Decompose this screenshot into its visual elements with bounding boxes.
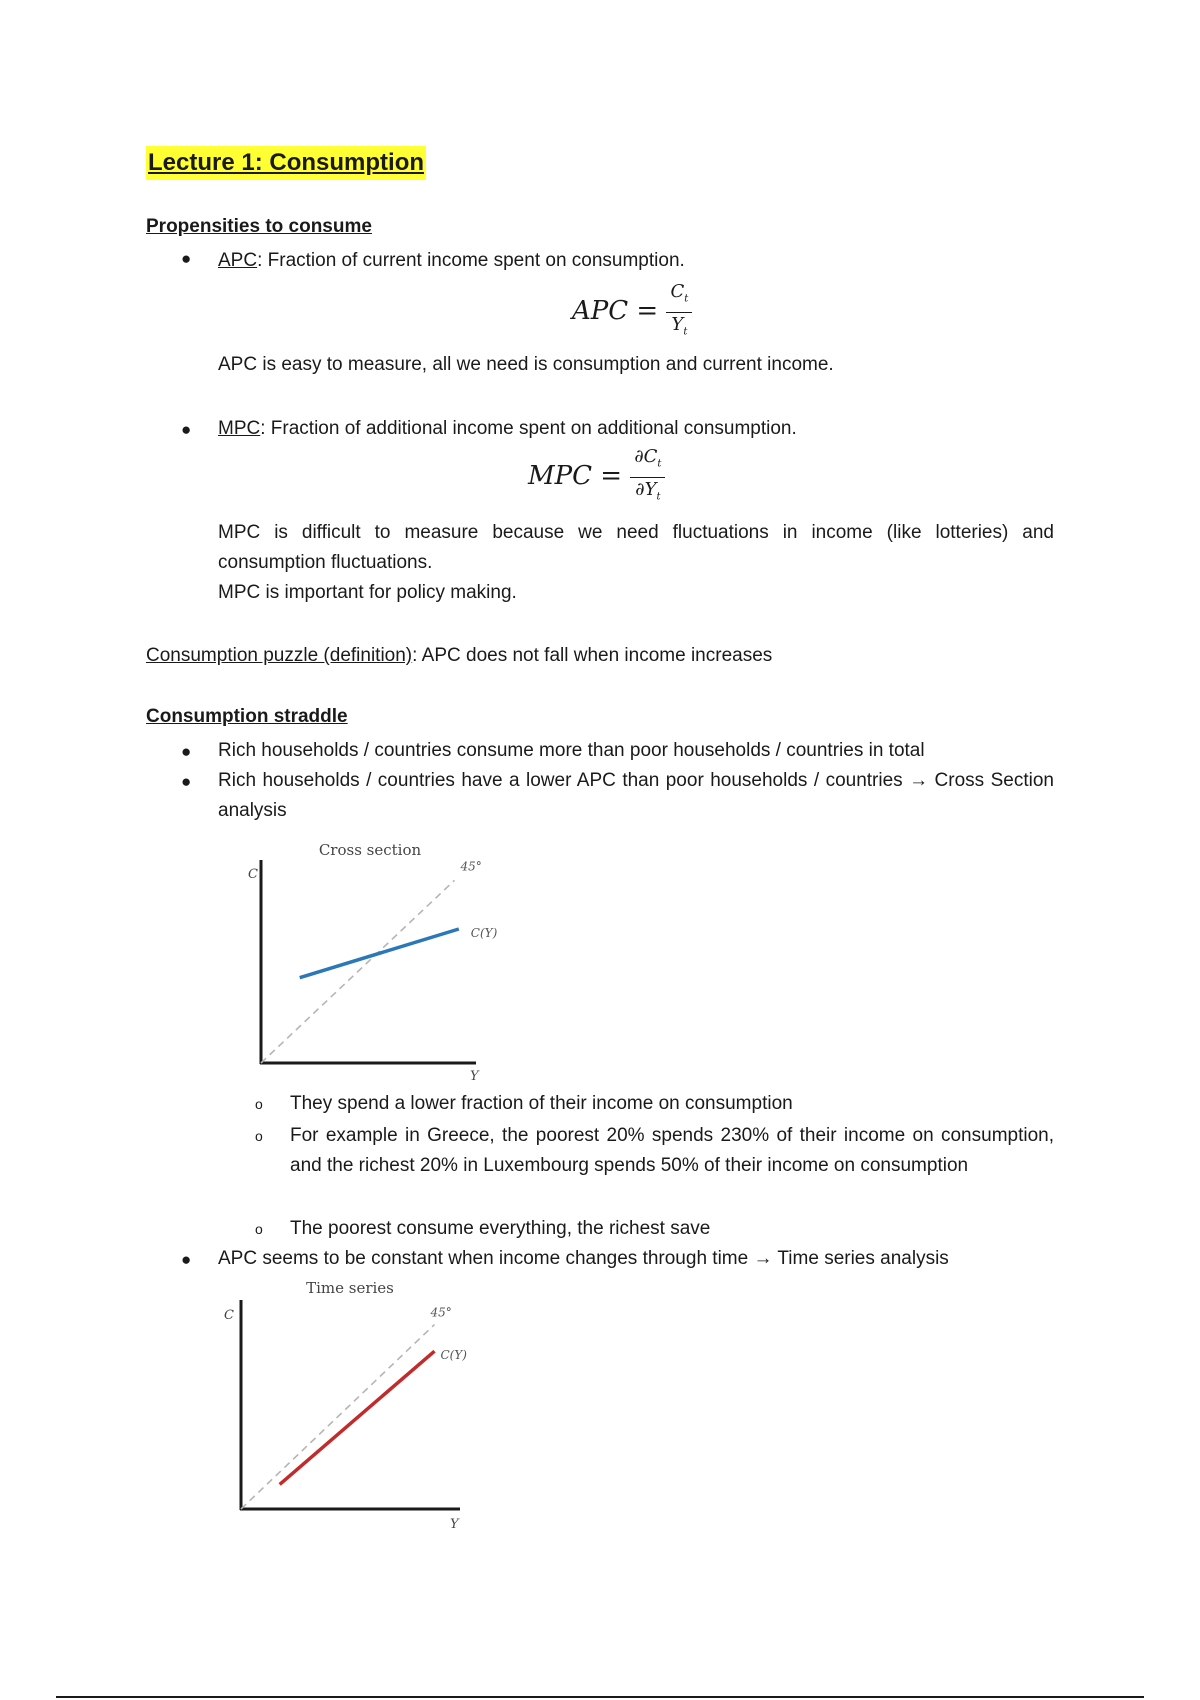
apc-definition-text: : Fraction of current income spent on consumption. <box>257 250 685 271</box>
straddle-bullet-3: APC seems to be constant when income changes through time → Time series analysis <box>218 1248 949 1269</box>
mpc-definition <box>218 414 797 444</box>
bullet-icon: ● <box>181 772 192 791</box>
bullet-icon: ● <box>181 742 192 761</box>
sub-bullet-icon: o <box>255 1096 263 1112</box>
x-axis-label: Y <box>450 1517 459 1532</box>
section-heading-straddle: Consumption straddle <box>146 706 348 727</box>
apc-denominator: Y <box>671 313 684 335</box>
chart-title: Cross section <box>318 841 422 859</box>
apc-den-subscript: t <box>683 326 688 338</box>
consumption-puzzle <box>146 641 772 671</box>
y-axis-label: C <box>224 1308 234 1323</box>
puzzle-term: Consumption puzzle (definition) <box>146 645 413 666</box>
section-heading-propensities: Propensities to consume <box>146 216 372 237</box>
mpc-formula <box>528 445 665 509</box>
apc-num-subscript: t <box>684 293 689 305</box>
series-label: 45° <box>460 859 482 874</box>
cross-section-chart <box>240 836 510 1086</box>
straddle-sub-1: They spend a lower fraction of their income on consumption <box>290 1093 793 1114</box>
y-axis-label: C <box>248 867 258 882</box>
reference-45-degree-line <box>261 880 455 1063</box>
apc-numerator: C <box>670 281 685 302</box>
mpc-num-subscript: t <box>657 458 662 470</box>
chart-title: Time series <box>306 1279 394 1297</box>
apc-note: APC is easy to measure, all we need is consumption and current income. <box>218 354 834 375</box>
straddle-sub-2: For example in Greece, the poorest 20% spends 230% of their income on consumption, and the richest 20% in Luxembourg spends 50% of their income on consumption <box>290 1125 1054 1176</box>
mpc-denominator: ∂Y <box>635 478 657 500</box>
page-bottom-rule <box>56 1696 1144 1698</box>
series-label: 45° <box>430 1305 452 1320</box>
series-label: C(Y) <box>470 926 498 940</box>
apc-fraction <box>666 280 692 344</box>
series-label: C(Y) <box>440 1348 467 1363</box>
apc-term: APC <box>218 250 258 271</box>
bullet-icon: ● <box>181 1250 192 1269</box>
consumption-function-line <box>300 929 459 978</box>
page-title: Lecture 1: Consumption <box>146 146 426 180</box>
mpc-definition-text: : Fraction of additional income spent on additional consumption. <box>260 418 797 439</box>
x-axis-label: Y <box>470 1069 479 1084</box>
apc-formula <box>572 280 692 344</box>
consumption-function-line <box>280 1351 435 1484</box>
puzzle-text: : APC does not fall when income increases <box>412 645 773 666</box>
bullet-icon: ● <box>181 420 192 439</box>
mpc-note-2: MPC is important for policy making. <box>218 582 517 603</box>
sub-bullet-icon: o <box>255 1128 263 1144</box>
mpc-term: MPC <box>218 418 261 439</box>
time-series-chart <box>220 1276 490 1536</box>
mpc-den-subscript: t <box>656 491 661 503</box>
mpc-fraction <box>630 445 665 509</box>
reference-45-degree-line <box>241 1325 435 1510</box>
mpc-formula-lhs: MPC = <box>528 461 623 492</box>
straddle-bullet-2: Rich households / countries have a lower APC than poor households / countries → Cross Section analysis <box>218 770 1054 821</box>
mpc-note-1: MPC is difficult to measure because we need fluctuations in income (like lotteries) and consumption fluctuations. <box>218 522 1054 573</box>
apc-formula-lhs: APC = <box>572 296 659 327</box>
sub-bullet-icon: o <box>255 1221 263 1237</box>
apc-definition <box>218 246 685 276</box>
straddle-sub-3: The poorest consume everything, the richest save <box>290 1218 711 1239</box>
straddle-bullet-1: Rich households / countries consume more than poor households / countries in total <box>218 740 925 761</box>
bullet-icon: ● <box>181 249 192 268</box>
mpc-numerator: ∂C <box>634 446 658 467</box>
